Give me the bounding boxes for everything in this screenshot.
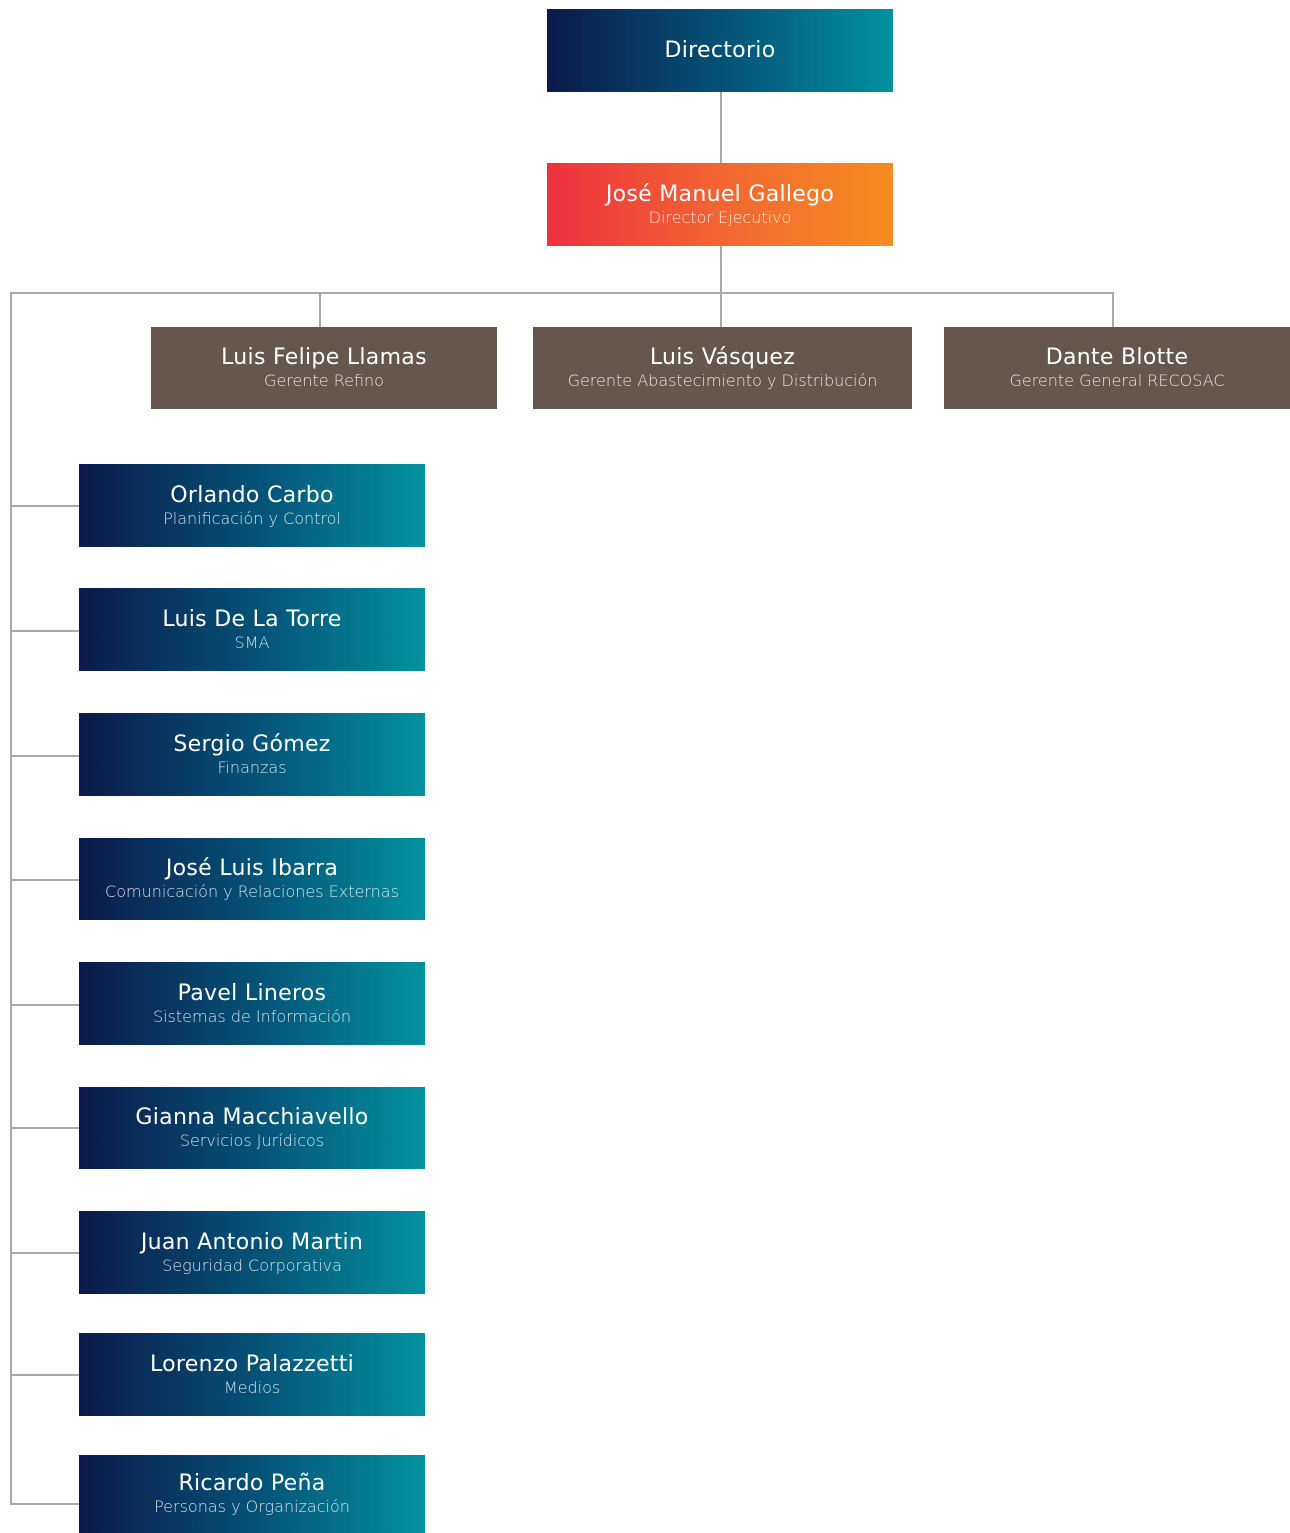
manager-name: Dante Blotte: [1045, 345, 1189, 370]
department-role: Planificación y Control: [163, 508, 341, 528]
department-role: Finanzas: [217, 757, 287, 777]
ceo-box[interactable]: [547, 163, 893, 246]
manager-box[interactable]: [944, 327, 1290, 409]
department-role: Sistemas de Información: [152, 1006, 352, 1026]
department-role: SMA: [234, 632, 270, 652]
connector-department: [10, 755, 79, 757]
board-label: Directorio: [664, 37, 776, 63]
department-name: Luis De La Torre: [162, 606, 342, 632]
department-name: José Luis Ibarra: [165, 856, 339, 881]
department-name: Ricardo Peña: [178, 1471, 326, 1496]
department-box[interactable]: [79, 588, 425, 671]
connector-department: [10, 1252, 79, 1254]
manager-box[interactable]: [533, 327, 912, 409]
connector-department: [10, 1374, 79, 1376]
department-box[interactable]: [79, 713, 425, 796]
ceo-name: José Manuel Gallego: [605, 181, 835, 207]
manager-role: Gerente General RECOSAC: [1009, 371, 1225, 390]
connector-horizontal-bus: [10, 292, 1114, 294]
manager-name: Luis Felipe Llamas: [221, 345, 427, 370]
manager-box[interactable]: [151, 327, 497, 409]
connector-board-ceo: [720, 92, 722, 163]
connector-department: [10, 879, 79, 881]
department-box[interactable]: [79, 1333, 425, 1416]
department-role: Personas y Organización: [154, 1497, 350, 1516]
department-role: Medios: [223, 1377, 281, 1397]
manager-role: Gerente Abastecimiento y Distribución: [567, 371, 878, 390]
connector-department: [10, 505, 79, 507]
department-name: Sergio Gómez: [173, 731, 331, 757]
manager-name: Luis Vásquez: [649, 345, 796, 370]
department-box[interactable]: [79, 838, 425, 920]
manager-role: Gerente Refino: [264, 371, 384, 390]
department-role: Comunicación y Relaciones Externas: [105, 882, 399, 901]
department-role: Seguridad Corporativa: [162, 1255, 342, 1275]
connector-ceo-bus: [720, 246, 722, 327]
department-box[interactable]: [79, 464, 425, 547]
connector-department: [10, 1127, 79, 1129]
connector-department: [10, 1004, 79, 1006]
board-box[interactable]: [547, 9, 893, 92]
department-box[interactable]: [79, 1087, 425, 1169]
connector-department: [10, 1503, 79, 1505]
department-name: Orlando Carbo: [170, 482, 334, 508]
department-name: Gianna Macchiavello: [135, 1105, 369, 1130]
department-name: Lorenzo Palazzetti: [149, 1351, 355, 1377]
department-name: Juan Antonio Martin: [140, 1229, 364, 1255]
connector-manager-1: [319, 292, 321, 327]
department-box[interactable]: [79, 962, 425, 1045]
department-box[interactable]: [79, 1455, 425, 1533]
department-box[interactable]: [79, 1211, 425, 1294]
department-role: Servicios Jurídicos: [179, 1131, 325, 1150]
ceo-role: Director Ejecutivo: [648, 207, 792, 227]
connector-manager-3: [1112, 292, 1114, 327]
connector-vertical-spine: [10, 292, 12, 1504]
department-name: Pavel Lineros: [177, 980, 327, 1006]
connector-department: [10, 630, 79, 632]
